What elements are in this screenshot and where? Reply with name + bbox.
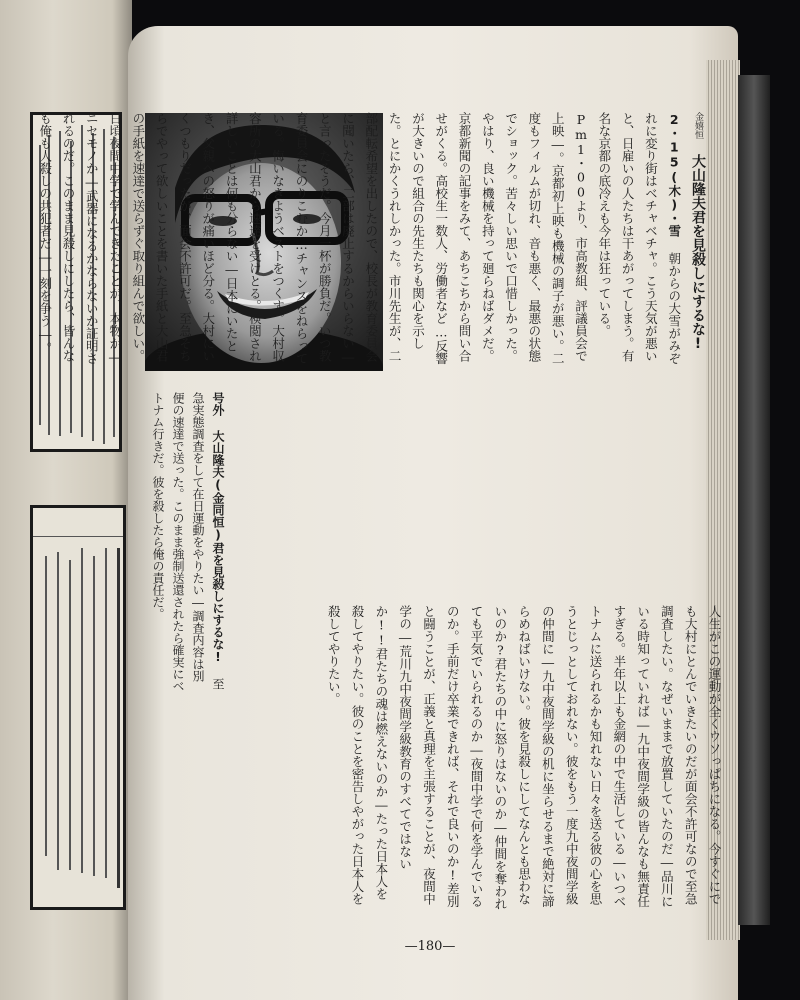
page-number: —180— [404, 939, 456, 954]
article-top-block [37, 112, 710, 370]
book-cover-edge [738, 75, 770, 925]
article-body-continued: 人生がこの運動が全くウソっぱちになる。今すぐにでも大村にとんでいきたいのだが面会不許可なので至急調査したい。なぜいままで放置していたのだ―品川にいる時知っていれば―九中夜間学級の皆んなも無責任すぎる。半年以上も金網の中で生活している―いつベトナムに送られるかも知れない日々を送る彼の心を思うとじっとしておれない。彼をもう一度九中夜間学級の仲間に―九中夜間学級の机に坐らせるまで絶対に諦らめねばいけない。彼を見殺しにしてなんとも思わないのか?君たちの中に怒りはないのか―仲間を奪われても平気でいられるのか―夜間中学で何を学んでいるのか。手前だけ卒業できれば、それで良いのか!差別と闘うことが、正義と真理を主張することが、夜間中学の―荒川九中夜間学級教育のすべてではないか!!君たちの魂は燃えないのか―たった日本人を殺してやりたい。彼のことを密告しやがった日本人を殺してやりたい。 [326, 605, 722, 910]
kicker: 金嬉恒 [693, 112, 703, 139]
date-line: 2・15(木)・雪 [666, 112, 682, 237]
extra-headline: 大山隆夫(金同恒)君を見殺しにするな! [211, 430, 225, 664]
extra-text: 至急実態調査をして在日運動をやりたい―調査内容は別便の速達で送った。このまま強制送還されたら確実にベトナム行きだ。彼を殺したら俺の責任だ。 [151, 392, 225, 692]
headline: 大山隆夫君を見殺しにするな! [690, 154, 706, 352]
extra-label: 号外 [211, 392, 225, 416]
article-lower-block [228, 605, 726, 910]
article-body: 朝からの大雪がみぞれに変り街はベチャベチャ。こう天気が悪いと、日雇いの人たちは干あがってしまう。有名な京都の底冷えも今年は狂っている。Pm1・00より、市高教組、評議員会で上映―。京都初上映も機械の調子が悪い。二度もフィルムが切れ、音も悪く、最悪の状態でショック。苦々しい思いで口惜しかった。やはり、良い機械を持って廻らねばダメだ。京都新聞の記事をみて、あちこちから問い合せがくる。高校生一数人、労働者など…反響が大きいので組合の先生たちも関心を示した。とにかくうれしかった。市川先生が、二部配転希望を出したので、校長が教育委員会に聞いたら、二部は廃止するからいらない―と言ったそうだ。今月一杯が勝負だ。いつ教育委員会にのりこむか…チャンスをねらっている。悔いなきようベストをつくす。大村収容所の大山君から速達を受けとる。検閲され詳しいことは何も分らない―日本にいたとき、父親への怒りが痛いほど分る。大村にいくつもりだったが、面会不許可だ。至急そちらでやって欲しいことを書いた手紙と大山君の手紙を速達で送らずぐ取り組んで欲しい。日頃夜間中学で学んできたことが、本物か―ニセモノか―武器になるかならないか証明されるのだ。このまま見殺しにしたら、皆んなも俺も人殺しの共犯者だ―一刻を争う―。 [37, 112, 682, 365]
extra-edition-block [151, 392, 228, 692]
handwritten-manuscript-image-bottom [30, 505, 126, 910]
